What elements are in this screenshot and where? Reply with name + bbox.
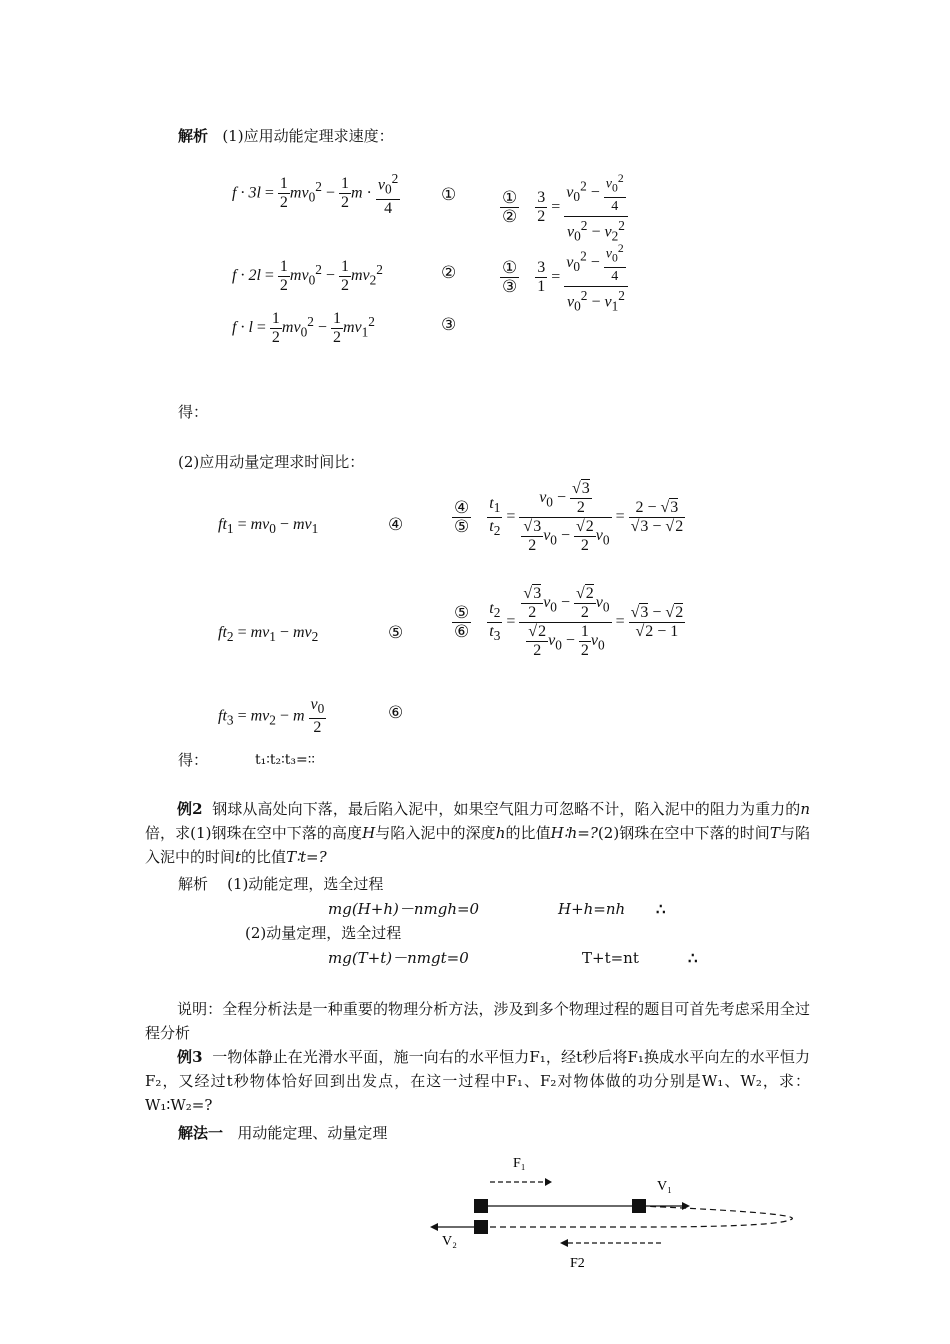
v2-label: V₂ — [442, 1234, 457, 1249]
example-2-eq1b: H+h=nh — [558, 900, 626, 918]
result-label-1: 得： — [178, 403, 209, 421]
circle-6-label: ⑥ — [388, 703, 404, 723]
circle-5-label: ⑤ — [388, 623, 404, 643]
example-2-statement: 例2 钢球从高处向下落，最后陷入泥中，如果空气阻力可忽略不计，陷入泥中的阻力为重力的n倍，求(1)钢珠在空中下落的高度H与陷入泥中的深度h的比值H∶h=?(2)钢珠在空中下落的时间T与陷入泥中的时间t的比值T∶t=? — [145, 800, 811, 866]
therefore-2: ∴ — [688, 949, 698, 967]
time-ratio-result: t₁∶t₂∶t₃=∶∶ — [255, 752, 316, 768]
motion-diagram — [420, 1145, 810, 1275]
circle-3-label: ③ — [441, 315, 457, 335]
example-2-analysis: 解析 (1)动能定理，选全过程 — [178, 875, 384, 893]
f2-label: F2 — [570, 1256, 585, 1271]
equation-2: f · 2l = $\frac{1}{2}$ $mv_0^2$ − $\frac{1}{2}$ $mv_2^2$ — [232, 258, 383, 294]
example-2-eq2: mg(T+t)－nmgt=0 — [328, 949, 469, 967]
note-paragraph: 说明：全程分析法是一种重要的物理分析方法，涉及到多个物理过程的题目可首先考虑采用全过程分析 — [145, 1000, 810, 1042]
f1-label: F₁ — [513, 1156, 526, 1171]
equation-3: f · l = $\frac{1}{2}$ $mv_0^2$ − $\frac{1}{2}$ $mv_1^2$ — [232, 310, 375, 346]
equation-1: f · 3l = $\frac{1}{2}$ $mv_0^2$ − $\frac{1}{2}$ m · $\frac{v_0^2}{4}$ — [232, 171, 399, 217]
circle-2-label: ② — [441, 263, 457, 283]
ratio-1-3: $\frac{\text{①}}{\text{③}}$ $\frac{3}{1}$ = $v_0^2$ − $\frac{v_0^2}{4}$ $v_0^2 - v_1^2$ — [500, 240, 628, 316]
return-block — [474, 1220, 488, 1234]
v1-label: V₁ — [657, 1179, 672, 1194]
equation-4: $ft_1 = mv_0 - mv_1$ — [218, 516, 319, 537]
v1-arrow-head — [682, 1202, 690, 1210]
moving-block — [632, 1199, 646, 1213]
start-block — [474, 1199, 488, 1213]
equation-5: $ft_2 = mv_1 - mv_2$ — [218, 624, 319, 645]
example-2-step2: (2)动量定理，选全过程 — [245, 924, 402, 942]
f2-arrow-head — [560, 1239, 568, 1247]
ratio-1-2: $\frac{\text{①}}{\text{②}}$ $\frac{3}{2}$ = $v_0^2$ − $\frac{v_0^2}{4}$ $v_0^2 - v_2^2$ — [500, 170, 628, 246]
example-3-statement: 例3 一物体静止在光滑水平面，施一向右的水平恒力F₁，经t秒后将F₁换成水平向左的水平恒力F₂，又经过t秒物体恰好回到出发点，在这一过程中F₁、F₂对物体做的功分别是W₁、W₂，求：W₁∶W₂=? — [145, 1048, 810, 1114]
example-2-eq2b: T+t=nt — [582, 949, 639, 967]
turnaround-path — [640, 1206, 792, 1227]
example-2-eq1: mg(H+h)－nmgh=0 — [328, 900, 480, 918]
circle-1-label: ① — [441, 185, 457, 205]
result-label-2: 得： — [178, 751, 209, 769]
ratio-4-5: $\frac{\text{④}}{\text{⑤}}$ $\frac{t_1}{t_2}$ = $v_0$ − $\frac{√3}{2}$ $\frac{√3}{2}$ $v_0$ − $\frac{√2}{2}$ $v_0$ = $\frac{2 - √3}{√3 - √2}$ — [454, 480, 684, 554]
part2-heading: (2)应用动量定理求时间比： — [178, 453, 365, 471]
method-one: 解法一 用动能定理、动量定理 — [178, 1124, 388, 1142]
therefore-1: ∴ — [656, 900, 666, 918]
f1-arrow-head — [545, 1178, 552, 1186]
solution-heading: 解析 (1)应用动能定理求速度： — [178, 127, 394, 145]
circle-4-label: ④ — [388, 515, 404, 535]
equation-6: $ft_3 = mv_2 - m$ $\frac{v_0}{2}$ — [218, 696, 325, 737]
ratio-5-6: $\frac{\text{⑤}}{\text{⑥}}$ $\frac{t_2}{t_3}$ = $\frac{√3}{2}$ $v_0$ − $\frac{√2}{2}$ $v_0$ $\frac{√2}{2}$ $v_0$ − $\frac{1}{2}$ $v_0$ = $\frac{√3 - √2}{√2 - 1}$ — [454, 585, 684, 659]
v2-arrow-head — [430, 1223, 438, 1231]
